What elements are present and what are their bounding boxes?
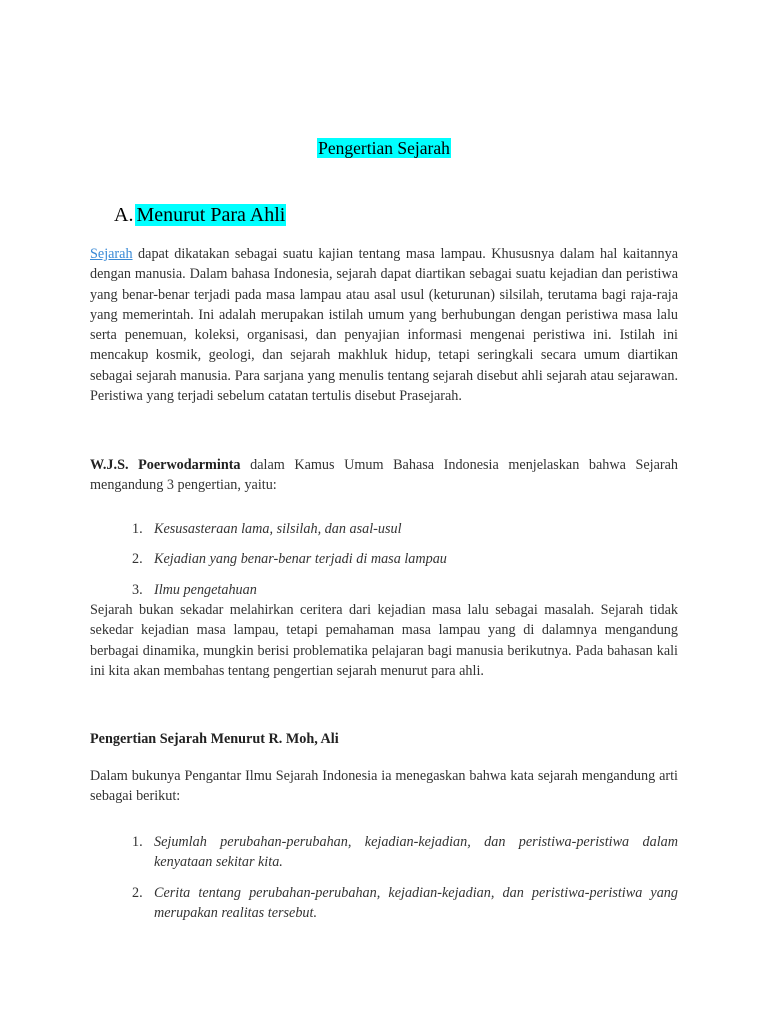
section-a-heading [114, 202, 286, 228]
section-a-title: Menurut Para Ahli [136, 204, 286, 226]
list-item [90, 549, 678, 569]
list-item [90, 883, 678, 924]
list-item-text: Cerita tentang perubahan-perubahan, kejadian-kejadian, dan peristiwa-peristiwa yang merupakan realitas tersebut. [154, 884, 678, 921]
author-name: W.J.S. Poerwodarminta [90, 457, 241, 473]
list-item [90, 832, 678, 873]
list-number: 3. [132, 581, 143, 598]
document-title: Pengertian Sejarah [318, 138, 450, 158]
paragraph-intro-text: dapat dikatakan sebagai suatu kajian tentang masa lampau. Khususnya dalam hal kaitannya dengan manusia. Dalam bahasa Indonesia, sejarah dapat diartikan sebagai suatu kejadian dan peristiwa yang benar-benar terjadi pada masa lampau atau asal usul (keturunan) silsilah, terutama bagi raja-raja yang memerintah. Ini adalah merupakan istilah umum yang berhubungan dengan peristiwa masa lalu serta penemuan, koleksi, organisasi, dan penyajian informasi mengenai peristiwa ini. Istilah ini mencakup kosmik, geologi, dan sejarah makhluk hidup, tetapi seringkali secara umum diartikan sebagai sejarah manusia. Para sarjana yang menulis tentang sejarah disebut ahli sejarah atau sejarawan. Peristiwa yang terjadi sebelum catatan tertulis disebut Prasejarah. [90, 246, 678, 405]
list-item [90, 580, 678, 600]
list-number: 2. [132, 551, 143, 568]
list-item-text: Sejumlah perubahan-perubahan, kejadian-kejadian, dan peristiwa-peristiwa dalam kenyataan sekitar kita. [154, 834, 678, 871]
list-number: 1. [132, 521, 143, 537]
list-item-text: Kesusasteraan lama, silsilah, dan asal-usul [154, 521, 402, 537]
section-a-marker: A. [114, 204, 134, 226]
paragraph-moh-ali: Dalam bukunya Pengantar Ilmu Sejarah Indonesia ia menegaskan bahwa kata sejarah mengandung arti sebagai berikut: [90, 768, 678, 805]
definition-list-2 [90, 832, 678, 923]
paragraph-intro [90, 244, 678, 406]
sejarah-link[interactable]: Sejarah [90, 246, 133, 262]
list-number: 1. [132, 834, 143, 850]
document-title-container [90, 137, 678, 159]
paragraph-poerwodarminta [90, 455, 678, 496]
list-item-text: Kejadian yang benar-benar terjadi di masa lampau [154, 551, 447, 568]
list-item [90, 519, 678, 539]
paragraph-sejarah-bukan: Sejarah bukan sekadar melahirkan ceritera dari kejadian masa lalu sebagai masalah. Sejarah tidak sekedar kejadian masa lampau, tetapi pemahaman masa lampau yang di dalamnya mengandung berbagai dinamika, mungkin berisi problematika pelajaran bagi manusia berikutnya. Pada bahasan kali ini kita akan membahas tentang pengertian sejarah menurut para ahli. [90, 602, 678, 679]
list-item-text: Ilmu pengetahuan [154, 581, 257, 598]
paragraph-poerwodarminta-text: dalam Kamus Umum Bahasa Indonesia menjelaskan bahwa Sejarah mengandung 3 pengertian, yaitu: [90, 457, 679, 494]
definition-list-1 [90, 519, 678, 600]
subheading-moh-ali: Pengertian Sejarah Menurut R. Moh, Ali [90, 731, 339, 747]
list-number: 2. [132, 884, 143, 901]
